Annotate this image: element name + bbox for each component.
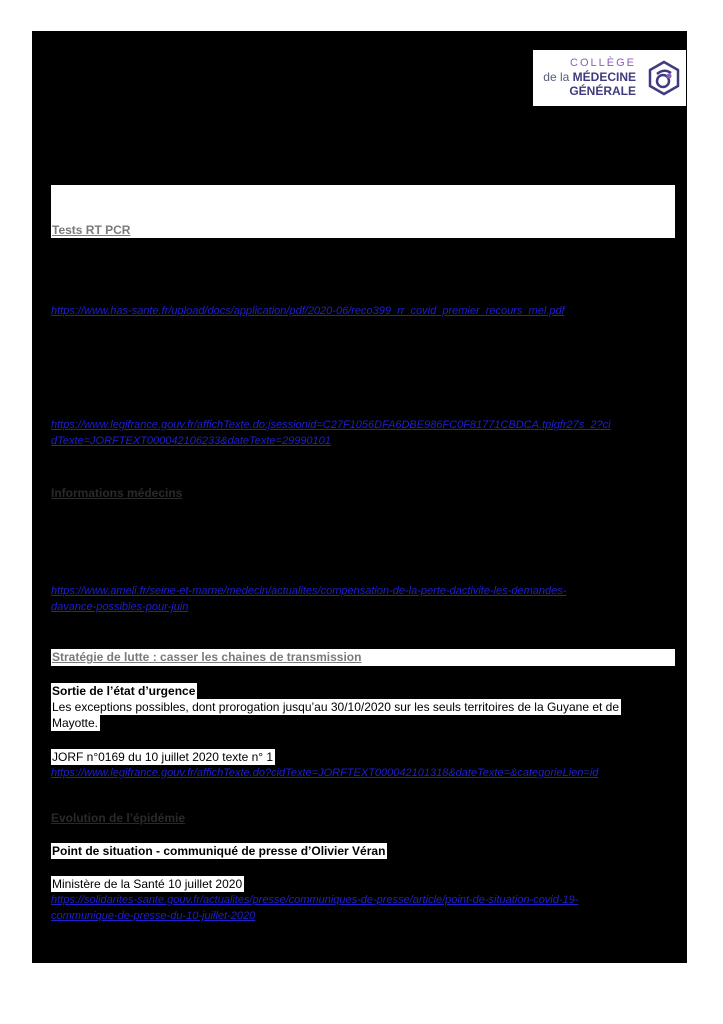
tests-section-band (51, 185, 675, 238)
solidarites-link-line2[interactable]: communique-de-presse-du-10-juillet-2020 (51, 910, 256, 922)
logo-line-medecine: MÉDECINE (572, 70, 636, 84)
urgence-text-line1: Les exceptions possibles, dont prorogation jusqu’au 30/10/2020 sur les seuls territoires de la Guyane et de (52, 700, 620, 714)
logo-line-generale: GÉNÉRALE (569, 84, 636, 98)
ministere-ref-text: Ministère de la Santé 10 juillet 2020 (52, 877, 243, 891)
has-reco-link[interactable]: https://www.has-sante.fr/upload/docs/application/pdf/2020-06/reco399_rr_covid_premier_recours_mel.pdf (51, 305, 565, 317)
evolution-heading: Evolution de l’épidémie (51, 811, 186, 825)
legifrance-link-1-line2[interactable]: dTexte=JORFTEXT000042106233&dateTexte=29990101 (51, 435, 331, 447)
jorf-ref-text: JORF n°0169 du 10 juillet 2020 texte n° 1 (52, 750, 274, 764)
logo-line-de-la: de la (543, 70, 573, 84)
point-situation-title: Point de situation - communiqué de presse d’Olivier Véran (52, 844, 386, 858)
college-logo (533, 50, 686, 106)
ministere-reference (51, 876, 244, 892)
informations-medecins-heading: Informations médecins (51, 486, 183, 500)
point-situation-title-block (51, 843, 387, 859)
cmg-hexagon-icon (646, 60, 682, 96)
solidarites-link-line1[interactable]: https://solidarites-sante.gouv.fr/actualites/presse/communiques-de-presse/article/point-de-situation-covid-19- (51, 894, 579, 906)
ameli-link-line1[interactable]: https://www.ameli.fr/seine-et-marne/medecin/actualites/compensation-de-la-perte-dactivite-les-demandes- (51, 585, 567, 597)
urgence-title: Sortie de l’état d’urgence (52, 684, 196, 698)
urgence-text-line2: Mayotte. (52, 716, 99, 730)
strategy-heading: Stratégie de lutte : casser les chaines de transmission (52, 650, 362, 664)
tests-rt-pcr-heading: Tests RT PCR (52, 223, 131, 237)
legifrance-link-1-line1[interactable]: https://www.legifrance.gouv.fr/affichTexte.do;jsessionid=C27F1056DFA6DBE986FC0F81771CBDCA.tplgfr27s_2?ci (51, 419, 611, 431)
urgence-block (51, 683, 621, 731)
ameli-link-line2[interactable]: davance-possibles-pour-juin (51, 601, 189, 613)
legifrance-link-2[interactable]: https://www.legifrance.gouv.fr/affichTexte.do?cidTexte=JORFTEXT000042101318&dateTexte=&categorieLien=id (51, 767, 599, 779)
logo-line-college: COLLÈGE (570, 57, 636, 69)
strategy-section-band (51, 649, 675, 666)
jorf-reference (51, 749, 275, 765)
